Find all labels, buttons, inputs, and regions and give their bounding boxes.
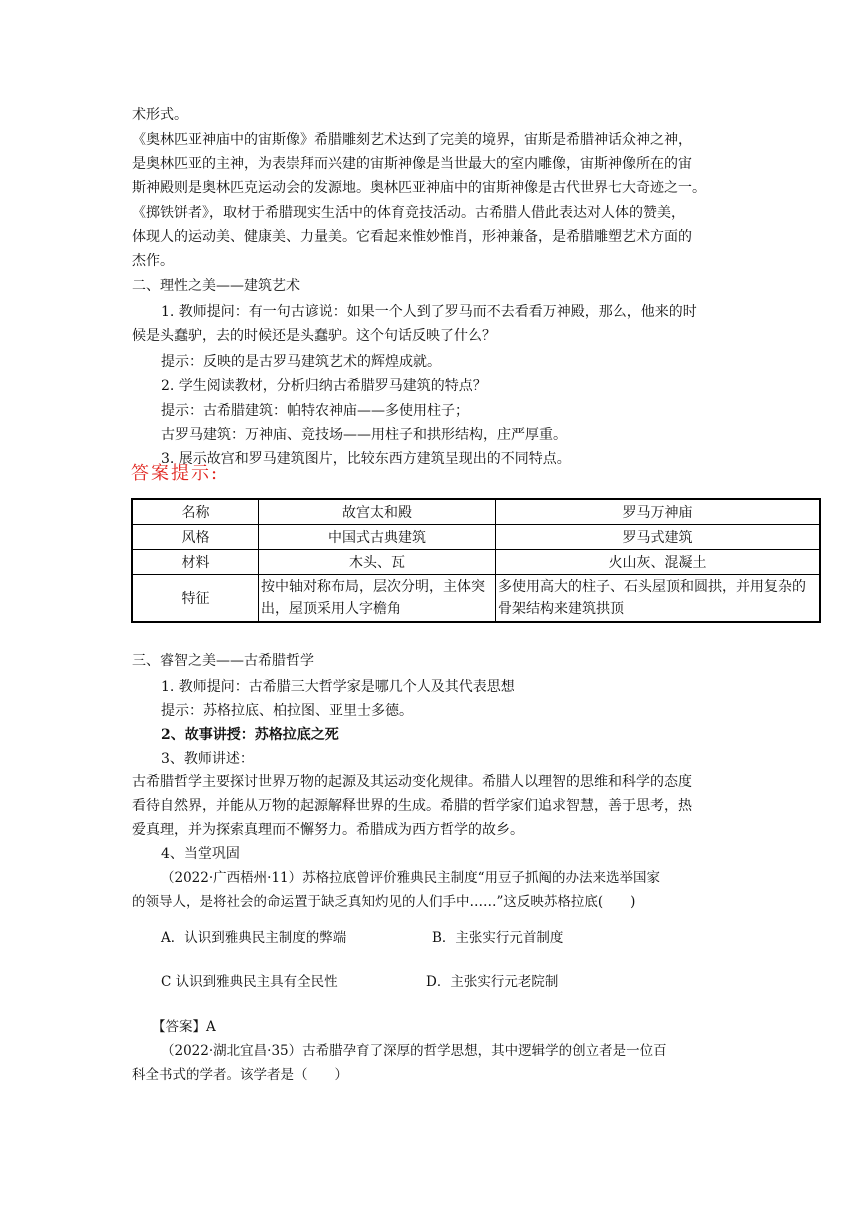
question-text: （2022·广西梧州·11）苏格拉底曾评价雅典民主制度“用豆子抓阄的办法来选举国家 (161, 870, 661, 886)
section-heading: 二、理性之美——建筑艺术 (132, 278, 300, 294)
text-line: 提示：苏格拉底、柏拉图、亚里士多德。 (161, 703, 413, 719)
table-row (132, 574, 820, 622)
table-cell: 罗马万神庙 (496, 499, 821, 524)
table-header-row (132, 499, 820, 524)
question-text: 的领导人，是将社会的命运置于缺乏真知灼见的人们手中……”这反映苏格拉底( ) (132, 894, 636, 910)
table-cell: 名称 (132, 499, 259, 524)
text-line: 2. 学生阅读教材，分析归纳古希腊罗马建筑的特点？ (161, 378, 487, 394)
option-a: A．认识到雅典民主制度的弊端 (161, 930, 347, 946)
table-cell: 罗马式建筑 (496, 524, 821, 549)
text-line: 古罗马建筑：万神庙、竞技场——用柱子和拱形结构，庄严厚重。 (161, 427, 567, 443)
table-cell: 木头、瓦 (259, 549, 496, 574)
text-line: 1. 教师提问：古希腊三大哲学家是哪几个人及其代表思想 (161, 679, 515, 695)
text-line: 《奥林匹亚神庙中的宙斯像》希腊雕刻艺术达到了完美的境界，宙斯是希腊神话众神之神， (132, 132, 692, 148)
text-line: 2、故事讲授：苏格拉底之死 (161, 727, 339, 743)
question-text: （2022·湖北宜昌·35）古希腊孕育了深厚的哲学思想，其中逻辑学的创立者是一位百 (161, 1043, 667, 1059)
text-line: 是奥林匹亚的主神，为表崇拜而兴建的宙斯神像是当世最大的室内雕像，宙斯神像所在的宙 (132, 156, 692, 172)
text-line: 体现人的运动美、健康美、力量美。它看起来惟妙惟肖，形神兼备，是希腊雕塑艺术方面的 (132, 229, 692, 245)
table-cell: 特征 (132, 574, 259, 622)
text-line: 爱真理，并为探索真理而不懈努力。希腊成为西方哲学的故乡。 (132, 822, 524, 838)
question-text: 科全书式的学者。该学者是（ ） (132, 1067, 348, 1083)
section-heading: 三、睿智之美——古希腊哲学 (132, 653, 314, 669)
table-cell: 火山灰、混凝土 (496, 549, 821, 574)
text-line: 看待自然界，并能从万物的起源解释世界的生成。希腊的哲学家们追求智慧，善于思考，热 (132, 798, 692, 814)
option-b: B．主张实行元首制度 (432, 930, 564, 946)
text-line: 斯神殿则是奥林匹克运动会的发源地。奥林匹亚神庙中的宙斯神像是古代世界七大奇迹之一。 (132, 180, 706, 196)
table-cell: 多使用高大的柱子、石头屋顶和圆拱，并用复杂的骨架结构来建筑拱顶 (496, 574, 821, 622)
table-row (132, 549, 820, 574)
text-line: 提示：古希腊建筑：帕特农神庙——多使用柱子； (161, 403, 469, 419)
option-c: C 认识到雅典民主具有全民性 (161, 974, 338, 990)
text-line: 3、教师讲述： (161, 751, 254, 767)
table-row (132, 524, 820, 549)
option-d: D．主张实行元老院制 (426, 974, 559, 990)
table-cell: 材料 (132, 549, 259, 574)
table-cell: 中国式古典建筑 (259, 524, 496, 549)
text-line: 1. 教师提问：有一句古谚说：如果一个人到了罗马而不去看看万神殿，那么，他来的时 (161, 304, 697, 320)
text-line: 3. 展示故宫和罗马建筑图片，比较东西方建筑呈现出的不同特点。 (161, 451, 571, 467)
text-line: 提示：反映的是古罗马建筑艺术的辉煌成就。 (161, 354, 441, 370)
table-cell: 风格 (132, 524, 259, 549)
text-line: 杰作。 (132, 253, 174, 269)
answer-text: 【答案】A (152, 1019, 216, 1035)
text-line: 古希腊哲学主要探讨世界万物的起源及其运动变化规律。希腊人以理智的思维和科学的态度 (132, 774, 692, 790)
text-line: 术形式。 (132, 107, 188, 123)
text-line: 《掷铁饼者》，取材于希腊现实生活中的体育竞技活动。古希腊人借此表达对人体的赞美， (132, 205, 685, 221)
answer-heading: 答案提示: (131, 463, 220, 484)
text-line: 候是头蠢驴，去的时候还是头蠢驴。这个句话反映了什么？ (132, 328, 496, 344)
table-cell: 按中轴对称布局，层次分明，主体突出，屋顶采用人字檐角 (259, 574, 496, 622)
comparison-table (131, 498, 821, 623)
text-line: 4、当堂巩固 (161, 846, 240, 862)
table-cell: 故宫太和殿 (259, 499, 496, 524)
